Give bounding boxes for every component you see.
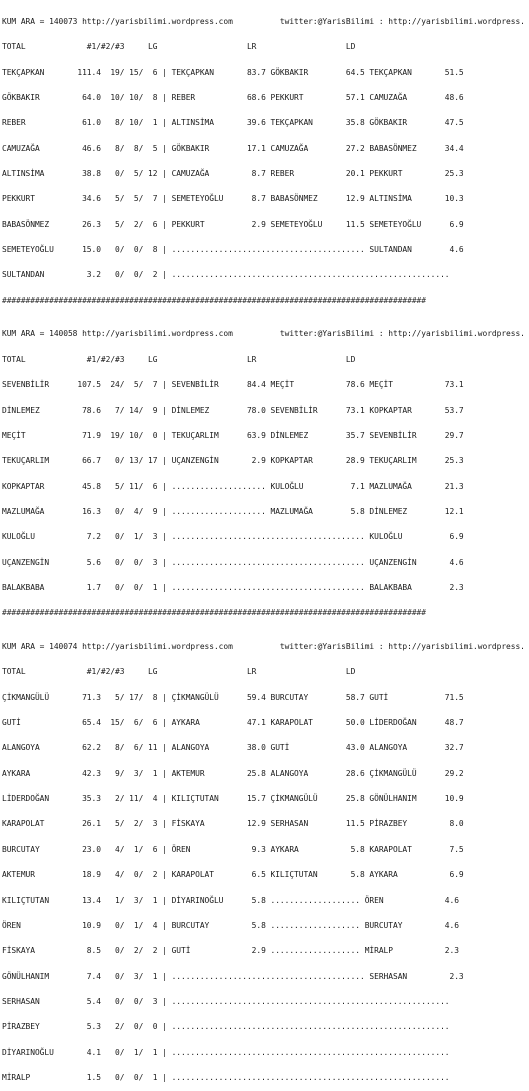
table-row: KOPKAPTAR 45.8 5/ 11/ 6 | .................... KULOĞLU 7.1 MAZLUMAĞA 21.3 (2, 481, 464, 491)
table-row: ALANGOYA 62.2 8/ 6/ 11 | ALANGOYA 38.0 GUTİ 43.0 ALANGOYA 32.7 (2, 743, 464, 753)
table-row: MAZLUMAĞA 16.3 0/ 4/ 9 | .................... MAZLUMAĞA 5.8 DİNLEMEZ 12.1 (2, 506, 464, 516)
table-row: AKTEMUR 18.9 4/ 0/ 2 | KARAPOLAT 6.5 KILIÇTUTAN 5.8 AYKARA 6.9 (2, 870, 464, 880)
table-row: GUTİ 65.4 15/ 6/ 6 | AYKARA 47.1 KARAPOLAT 50.0 LİDERDOĞAN 48.7 (2, 718, 464, 728)
race-140058-header: KUM ARA = 140058 http://yarisbilimi.wordpress.com twitter:@YarisBilimi : http://yarisbilimi.wordpress. (2, 329, 525, 339)
table-row: BABASÖNMEZ 26.3 5/ 2/ 6 | PEKKURT 2.9 SEMETEYOĞLU 11.5 SEMETEYOĞLU 6.9 (2, 219, 464, 229)
table-row: GÖNÜLHANIM 7.4 0/ 3/ 1 | ......................................... SERHASAN 2.3 (2, 971, 464, 981)
table-row: AYKARA 42.3 9/ 3/ 1 | AKTEMUR 25.8 ALANGOYA 28.6 ÇİKMANGÜLÜ 29.2 (2, 768, 464, 778)
table-row: BURCUTAY 23.0 4/ 1/ 6 | ÖREN 9.3 AYKARA 5.8 KARAPOLAT 7.5 (2, 844, 464, 854)
table-row: ÖREN 10.9 0/ 1/ 4 | BURCUTAY 5.8 ................... BURCUTAY 4.6 (2, 920, 459, 930)
table-row: CAMUZAĞA 46.6 8/ 8/ 5 | GÖKBAKIR 17.1 CAMUZAĞA 27.2 BABASÖNMEZ 34.4 (2, 143, 464, 153)
section-separator: ########################################################################################## (2, 608, 426, 618)
table-row: REBER 61.0 8/ 10/ 1 | ALTINSİMA 39.6 TEKÇAPKAN 35.8 GÖKBAKIR 47.5 (2, 118, 464, 128)
table-row: FİSKAYA 8.5 0/ 2/ 2 | GUTİ 2.9 ................... MİRALP 2.3 (2, 946, 459, 956)
table-row: MİRALP 1.5 0/ 0/ 1 | ........................................................... (2, 1072, 450, 1082)
table-row: LİDERDOĞAN 35.3 2/ 11/ 4 | KILIÇTUTAN 15.7 ÇİKMANGÜLÜ 25.8 GÖNÜLHANIM 10.9 (2, 794, 464, 804)
table-row: ALTINSİMA 38.8 0/ 5/ 12 | CAMUZAĞA 8.7 REBER 20.1 PEKKURT 25.3 (2, 168, 464, 178)
table-row: MEÇİT 71.9 19/ 10/ 0 | TEKUÇARLIM 63.9 DİNLEMEZ 35.7 SEVENBİLİR 29.7 (2, 430, 464, 440)
race-140073-column-header: TOTAL #1/#2/#3 LG LR LD (2, 42, 356, 52)
table-row: SULTANDAN 3.2 0/ 0/ 2 | ........................................................... (2, 270, 450, 280)
table-row: BALAKBABA 1.7 0/ 0/ 1 | ......................................... BALAKBABA 2.3 (2, 582, 464, 592)
table-row: DİYARINOĞLU 4.1 0/ 1/ 1 | ........................................................... (2, 1047, 450, 1057)
race-140058-column-header: TOTAL #1/#2/#3 LG LR LD (2, 354, 356, 364)
table-row: PEKKURT 34.6 5/ 5/ 7 | SEMETEYOĞLU 8.7 BABASÖNMEZ 12.9 ALTINSİMA 10.3 (2, 194, 464, 204)
table-row: TEKÇAPKAN 111.4 19/ 15/ 6 | TEKÇAPKAN 83.7 GÖKBAKIR 64.5 TEKÇAPKAN 51.5 (2, 67, 464, 77)
race-140074-header: KUM ARA = 140074 http://yarisbilimi.wordpress.com twitter:@YarisBilimi : http://yarisbilimi.wordpress. (2, 642, 525, 652)
race-140073-header: KUM ARA = 140073 http://yarisbilimi.wordpress.com twitter:@YarisBilimi : http://yarisbilimi.wordpress. (2, 16, 525, 26)
table-row: PİRAZBEY 5.3 2/ 0/ 0 | ........................................................... (2, 1022, 450, 1032)
table-row: DİNLEMEZ 78.6 7/ 14/ 9 | DİNLEMEZ 78.0 SEVENBİLİR 73.1 KOPKAPTAR 53.7 (2, 405, 464, 415)
table-row: KARAPOLAT 26.1 5/ 2/ 3 | FİSKAYA 12.9 SERHASAN 11.5 PİRAZBEY 8.0 (2, 819, 464, 829)
table-row: KULOĞLU 7.2 0/ 1/ 3 | ......................................... KULOĞLU 6.9 (2, 532, 464, 542)
table-row: TEKUÇARLIM 66.7 0/ 13/ 17 | UÇANZENGİN 2.9 KOPKAPTAR 28.9 TEKUÇARLIM 25.3 (2, 456, 464, 466)
table-row: GÖKBAKIR 64.0 10/ 10/ 8 | REBER 68.6 PEKKURT 57.1 CAMUZAĞA 48.6 (2, 92, 464, 102)
table-row: SEVENBİLİR 107.5 24/ 5/ 7 | SEVENBİLİR 84.4 MEÇİT 78.6 MEÇİT 73.1 (2, 380, 464, 390)
race-140074-column-header: TOTAL #1/#2/#3 LG LR LD (2, 667, 356, 677)
section-separator: ########################################################################################## (2, 295, 426, 305)
table-row: ÇİKMANGÜLÜ 71.3 5/ 17/ 8 | ÇİKMANGÜLÜ 59.4 BURCUTAY 58.7 GUTİ 71.5 (2, 692, 464, 702)
table-row: UÇANZENGİN 5.6 0/ 0/ 3 | ......................................... UÇANZENGİN 4.6 (2, 557, 464, 567)
table-row: SERHASAN 5.4 0/ 0/ 3 | ........................................................... (2, 996, 450, 1006)
table-row: SEMETEYOĞLU 15.0 0/ 0/ 8 | ......................................... SULTANDAN 4.6 (2, 245, 464, 254)
table-row: KILIÇTUTAN 13.4 1/ 3/ 1 | DİYARINOĞLU 5.8 ................... ÖREN 4.6 (2, 895, 459, 905)
